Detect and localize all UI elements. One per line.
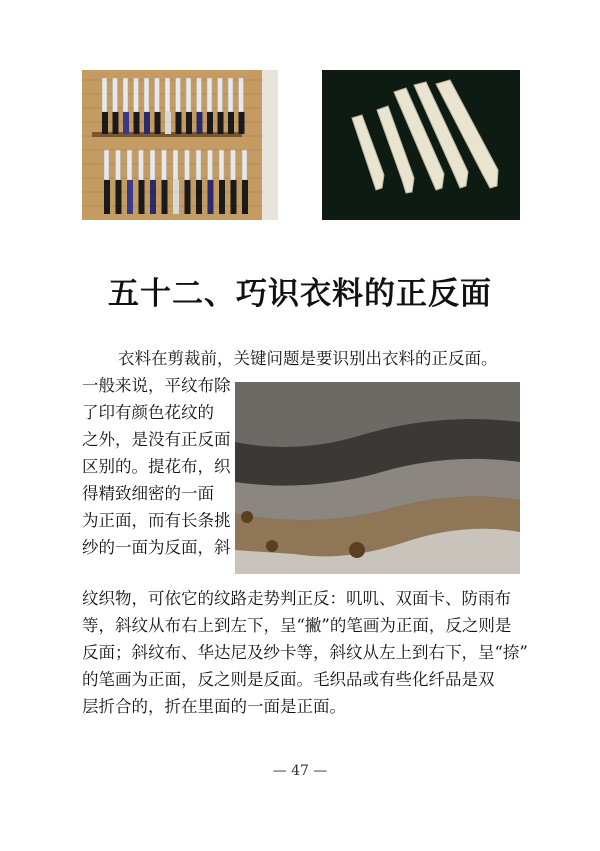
knife-handle bbox=[127, 180, 133, 214]
knife-blade bbox=[185, 150, 190, 180]
knives-rack-illustration bbox=[82, 70, 278, 220]
knife-blade bbox=[165, 78, 170, 112]
knife-handle bbox=[155, 112, 161, 134]
knife-blade bbox=[176, 78, 181, 112]
knife-handle bbox=[162, 180, 168, 214]
paragraph-line: 的笔画为正面，反之则是反面。毛织品或有些化纤品是双 bbox=[82, 670, 495, 689]
knife-handle bbox=[113, 112, 119, 134]
knife-handle bbox=[186, 112, 192, 134]
paragraph-line: 之外，是没有正反面 bbox=[82, 430, 231, 449]
knife-handle bbox=[197, 112, 203, 134]
knife-blade bbox=[144, 78, 149, 112]
knife-handle bbox=[231, 180, 237, 214]
page-number: — 47 — bbox=[272, 763, 328, 779]
knife-blade bbox=[231, 150, 236, 180]
ceramic-knives-illustration bbox=[322, 70, 520, 220]
paragraph-line: 得精致细密的一面 bbox=[82, 484, 214, 503]
knife-handle bbox=[207, 112, 213, 134]
knife-blade bbox=[104, 150, 109, 180]
knife-handle bbox=[123, 112, 129, 134]
fabric-stack-photo bbox=[235, 382, 520, 574]
page-title: 五十二、巧识衣料的正反面 bbox=[108, 276, 492, 312]
knife-handle bbox=[144, 112, 150, 134]
paragraph-line: 衣料在剪裁前，关键问题是要识别出衣料的正反面。 bbox=[118, 349, 498, 368]
paragraph-line: 反面；斜纹布、华达尼及纱卡等，斜纹从左上到右下，呈“捺” bbox=[82, 643, 528, 662]
knife-blade bbox=[150, 150, 155, 180]
knife-handle bbox=[185, 180, 191, 214]
paragraph-line: 了印有颜色花纹的 bbox=[82, 403, 214, 422]
knife-handle bbox=[116, 180, 122, 214]
knife-blade bbox=[139, 150, 144, 180]
knife-blade bbox=[196, 150, 201, 180]
knives-on-rack-photo bbox=[82, 70, 278, 220]
knife-handle bbox=[102, 112, 108, 134]
ceramic-knives-photo bbox=[322, 70, 520, 220]
knife-blade bbox=[162, 150, 167, 180]
knife-blade bbox=[123, 78, 128, 112]
knife-handle bbox=[242, 180, 248, 214]
knife-blade bbox=[207, 78, 212, 112]
knife-blade bbox=[239, 78, 244, 112]
paragraph-line: 为正面，而有长条挑 bbox=[82, 511, 231, 530]
knife-handle bbox=[173, 180, 179, 214]
paragraph-line: 等，斜纹从布右上到左下，呈“撇”的笔画为正面，反之则是 bbox=[82, 616, 512, 635]
knife-blade bbox=[173, 150, 178, 180]
knife-handle bbox=[104, 180, 110, 214]
knife-blade bbox=[102, 78, 107, 112]
knife-blade bbox=[186, 78, 191, 112]
knife-handle bbox=[176, 112, 182, 134]
paragraph-line: 纹织物，可依它的纹路走势判正反：叽叽、双面卡、防雨布 bbox=[82, 589, 511, 608]
fabric-illustration bbox=[235, 382, 520, 574]
paragraph-line: 区别的。提花布，织 bbox=[82, 457, 231, 476]
knife-handle bbox=[239, 112, 245, 134]
knife-handle bbox=[218, 112, 224, 134]
knife-blade bbox=[219, 150, 224, 180]
knife-handle bbox=[196, 180, 202, 214]
knife-blade bbox=[155, 78, 160, 112]
paragraph-line: 一般来说，平纹布除 bbox=[82, 376, 231, 395]
knife-handle bbox=[219, 180, 225, 214]
knife-blade bbox=[134, 78, 139, 112]
knife-handle bbox=[150, 180, 156, 214]
knife-blade bbox=[116, 150, 121, 180]
knife-blade bbox=[197, 78, 202, 112]
knife-handle bbox=[228, 112, 234, 134]
paragraph-line: 纱的一面为反面，斜 bbox=[82, 538, 231, 557]
knife-blade bbox=[242, 150, 247, 180]
knife-blade bbox=[127, 150, 132, 180]
knife-blade bbox=[228, 78, 233, 112]
knife-handle bbox=[165, 112, 171, 134]
knife-handle bbox=[208, 180, 214, 214]
knife-blade bbox=[218, 78, 223, 112]
knife-blade bbox=[113, 78, 118, 112]
knife-blade bbox=[208, 150, 213, 180]
knife-handle bbox=[134, 112, 140, 134]
knife-handle bbox=[139, 180, 145, 214]
paragraph-line: 层折合的，折在里面的一面是正面。 bbox=[82, 697, 346, 716]
